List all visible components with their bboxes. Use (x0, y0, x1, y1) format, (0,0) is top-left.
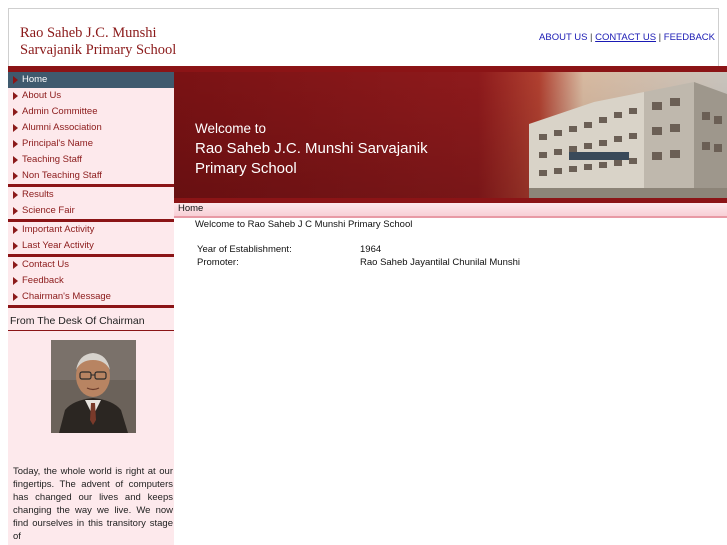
feedback-link[interactable]: FEEDBACK (663, 32, 715, 43)
info-value: Rao Saheb Jayantilal Chunilal Munshi (360, 257, 521, 268)
menu-label: Science Fair (22, 205, 75, 216)
sidebar-item-admin-committee[interactable] (8, 104, 174, 120)
arrow-right-icon (13, 242, 18, 250)
welcome-text: Welcome to Rao Saheb J C Munshi Primary School (195, 219, 413, 230)
sidebar-item-feedback[interactable] (8, 273, 174, 289)
sidebar-item-non-teaching-staff[interactable] (8, 168, 174, 184)
arrow-right-icon (13, 156, 18, 164)
sidebar-item-chairmans-message[interactable] (8, 289, 174, 305)
menu-label: Last Year Activity (22, 240, 94, 251)
sidebar-item-about-us[interactable] (8, 88, 174, 104)
sidebar-item-last-year-activity[interactable] (8, 238, 174, 254)
banner-welcome: Welcome to (195, 121, 267, 136)
sidebar-item-home[interactable] (8, 72, 174, 88)
chairman-desk-title: From The Desk Of Chairman (8, 311, 174, 331)
menu-label: Contact Us (22, 259, 69, 270)
info-value: 1964 (360, 244, 382, 255)
menu-label: Results (22, 189, 54, 200)
sidebar-item-principals-name[interactable] (8, 136, 174, 152)
arrow-right-icon (13, 124, 18, 132)
banner-text (195, 119, 428, 179)
school-logo-text[interactable] (20, 25, 176, 59)
menu-label: Non Teaching Staff (22, 170, 102, 181)
menu-label: Admin Committee (22, 106, 98, 117)
arrow-right-icon (13, 207, 18, 215)
top-links (539, 32, 715, 43)
menu-label: Chairman's Message (22, 291, 111, 302)
arrow-right-icon (13, 293, 18, 301)
arrow-right-icon (13, 76, 18, 84)
sidebar-item-teaching-staff[interactable] (8, 152, 174, 168)
link-separator: | (590, 32, 593, 43)
arrow-right-icon (13, 108, 18, 116)
school-info (197, 243, 715, 269)
menu-label: Alumni Association (22, 122, 102, 133)
menu-label: Important Activity (22, 224, 95, 235)
menu-label: About Us (22, 90, 62, 101)
menu-label: Feedback (22, 275, 64, 286)
sidebar-item-important-activity[interactable] (8, 222, 174, 238)
menu-label: Home (22, 74, 48, 85)
school-name-line2: Sarvajanik Primary School (20, 42, 177, 58)
menu-divider (8, 305, 174, 308)
info-label: Promoter: (197, 257, 239, 268)
arrow-right-icon (13, 191, 18, 199)
arrow-right-icon (13, 277, 18, 285)
arrow-right-icon (13, 261, 18, 269)
welcome-banner (174, 72, 727, 198)
arrow-right-icon (13, 92, 18, 100)
arrow-right-icon (13, 226, 18, 234)
header (8, 8, 719, 66)
main-content (195, 218, 715, 269)
sidebar-item-science-fair[interactable] (8, 203, 174, 219)
menu-label: Principal's Name (22, 138, 93, 149)
menu-label: Teaching Staff (22, 154, 83, 165)
school-name-line1: Rao Saheb J.C. Munshi (20, 25, 157, 41)
chairman-message-text: Today, the whole world is right at our fingertips. The advent of computers has changed our lives and keeps changing the way we live. We now find ourselves in this transitory stage of (13, 466, 173, 542)
chairman-photo (51, 340, 136, 433)
info-row (197, 243, 715, 256)
sidebar-item-results[interactable] (8, 187, 174, 203)
banner-line2: Primary School (195, 160, 297, 177)
about-us-link[interactable]: ABOUT US (539, 32, 588, 43)
arrow-right-icon (13, 172, 18, 180)
sidebar-item-alumni-association[interactable] (8, 120, 174, 136)
arrow-right-icon (13, 140, 18, 148)
contact-us-link[interactable]: CONTACT US (595, 32, 657, 43)
link-separator: | (658, 32, 662, 43)
info-label: Year of Establishment: (197, 244, 292, 255)
info-row (197, 256, 715, 269)
sidebar (8, 72, 174, 545)
breadcrumb: Home (174, 203, 727, 218)
banner-line1: Rao Saheb J.C. Munshi Sarvajanik (195, 140, 428, 157)
chairman-portrait (51, 340, 136, 433)
sidebar-item-contact-us[interactable] (8, 257, 174, 273)
